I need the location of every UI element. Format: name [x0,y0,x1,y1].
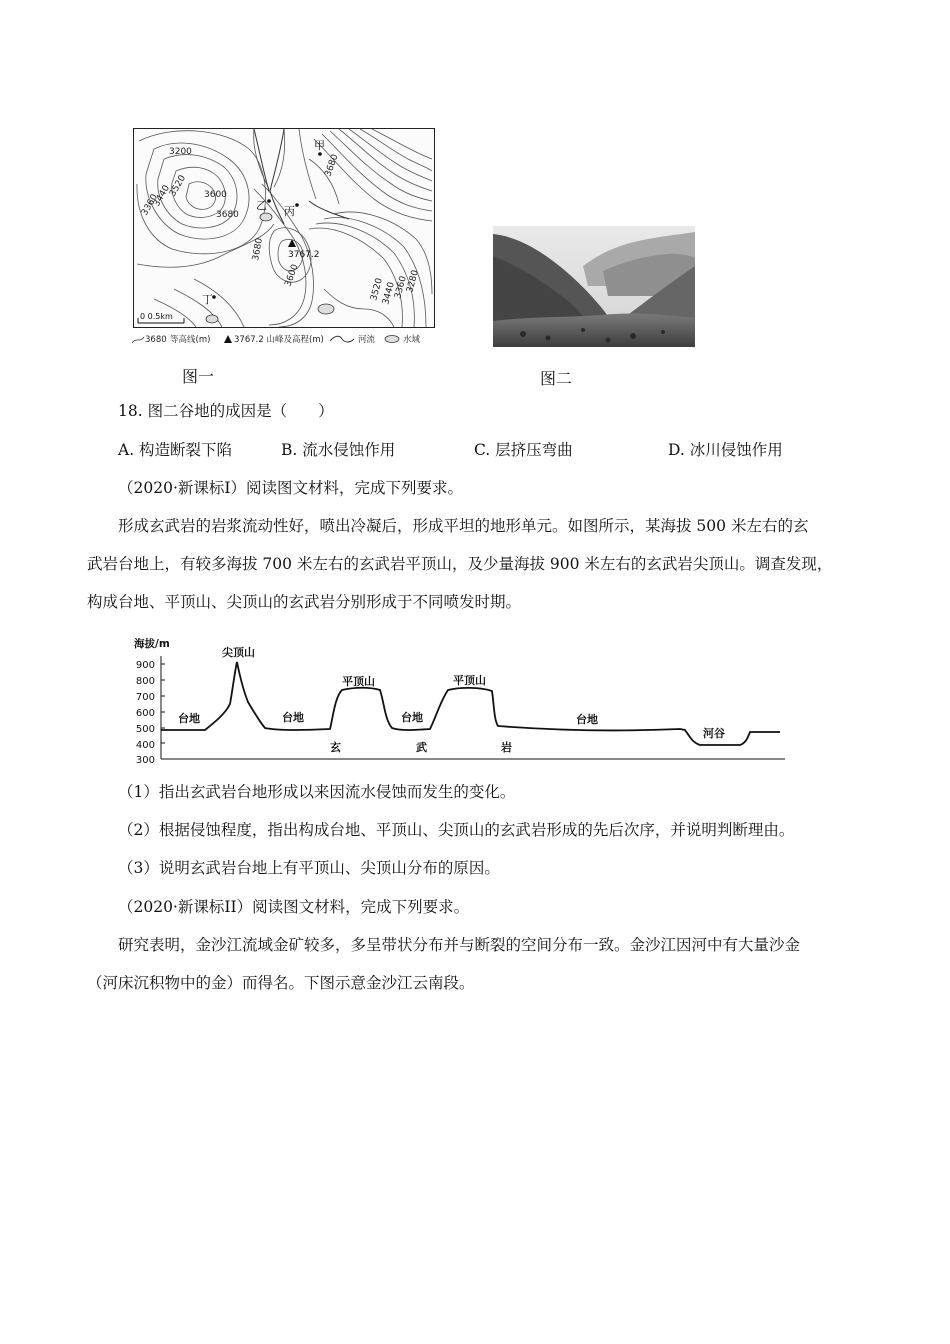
point-ding: 丁 [202,293,213,306]
contour-label: 3520 [167,173,189,199]
label-mesa-2: 平顶山 [453,674,486,687]
scale-label: 0 0.5km [140,312,173,321]
section2-para-line-2: （河床沉积物中的金）而得名。下图示意金沙江云南段。 [87,974,475,992]
label-plateau-1: 台地 [178,712,200,725]
section1-source: （2020·新课标I）阅读图文材料，完成下列要求。 [118,479,463,497]
peak-legend-icon [224,335,232,343]
section1-question-1: （1）指出玄武岩台地形成以来因流水侵蚀而发生的变化。 [118,783,516,801]
section1-para-line-3: 构成台地、平顶山、尖顶山的玄武岩分别形成于不同喷发时期。 [87,593,522,611]
map-legend [130,331,440,347]
profile-ytick: 700 [135,692,155,703]
section1-para-line-2: 武岩台地上，有较多海拔 700 米左右的玄武岩平顶山，及少量海拔 900 米左右的玄武岩尖顶山。调查发现， [87,555,833,573]
figure1-caption: 图一 [182,367,215,386]
contour-label: 3360 [393,275,409,300]
legend-peak: 3767.2 山峰及高程(m) [234,335,324,345]
peak-elevation: 3767.2 [288,250,320,260]
legend-river: 河流 [358,335,376,345]
basalt-profile-drawing [130,632,790,768]
figure2-caption: 图二 [540,369,573,388]
option-c: C. 层挤压弯曲 [474,441,573,459]
contour-label: 3440 [381,281,397,306]
label-peak: 尖顶山 [222,646,255,659]
contour-label: 3680 [216,210,239,220]
contour-label: 3520 [369,277,385,302]
river-legend-icon [330,336,354,342]
point-yi: 乙 [256,199,267,212]
option-d: D. 冰川侵蚀作用 [668,441,783,459]
water-legend-icon [385,336,399,343]
profile-ylabel: 海拔/m [134,638,170,650]
section1-para-line-1: 形成玄武岩的岩浆流动性好，喷出冷凝后，形成平坦的地形单元。如图所示，某海拔 500 米左右的玄 [118,517,809,535]
profile-ytick: 800 [135,676,155,687]
option-b: B. 流水侵蚀作用 [281,441,396,459]
contour-label: 3600 [204,190,227,200]
contour-label: 3440 [151,183,173,209]
map-legend-drawing [130,331,440,347]
valley-photo [493,226,695,347]
profile-ytick: 900 [135,660,155,671]
contour-label: 3200 [169,147,192,157]
label-rock-1: 玄 [330,741,341,754]
label-plateau-3: 台地 [401,711,423,724]
section1-question-3: （3）说明玄武岩台地上有平顶山、尖顶山分布的原因。 [118,859,500,877]
contour-label: 3360 [139,192,161,218]
contour-label: 3680 [251,237,265,262]
contour-label: 3280 [405,269,421,294]
label-valley: 河谷 [703,727,725,740]
profile-ytick: 400 [135,740,155,751]
valley-photo-drawing [493,226,695,347]
profile-ytick: 600 [135,708,155,719]
label-plateau-2: 台地 [282,711,304,724]
profile-ytick: 300 [135,755,155,766]
section2-para-line-1: 研究表明，金沙江流域金矿较多，多呈带状分布并与断裂的空间分布一致。金沙江因河中有大量沙金 [118,936,801,954]
contour-label: 3600 [283,263,301,289]
section1-question-2: （2）根据侵蚀程度，指出构成台地、平顶山、尖顶山的玄武岩形成的先后次序，并说明判断理由。 [118,821,795,839]
label-mesa-1: 平顶山 [342,675,375,688]
legend-contour: 等高线(m) [170,335,211,345]
label-rock-3: 岩 [501,741,512,754]
contour-map [133,128,435,328]
point-jia: 甲 [314,139,325,152]
profile-ytick: 500 [135,724,155,735]
legend-contour-number: 3680 [145,335,167,345]
legend-water: 水域 [403,335,421,345]
label-rock-2: 武 [416,741,427,754]
contour-label: 3680 [323,153,341,179]
basalt-profile [130,632,790,768]
contour-map-drawing [134,129,434,327]
label-plateau-4: 台地 [576,713,598,726]
question18-stem: 18. 图二谷地的成因是（ ） [118,402,334,420]
option-a: A. 构造断裂下陷 [118,441,233,459]
contour-legend-icon [132,337,144,343]
section2-source: （2020·新课标II）阅读图文材料，完成下列要求。 [118,898,470,916]
point-bing: 丙 [284,205,295,218]
